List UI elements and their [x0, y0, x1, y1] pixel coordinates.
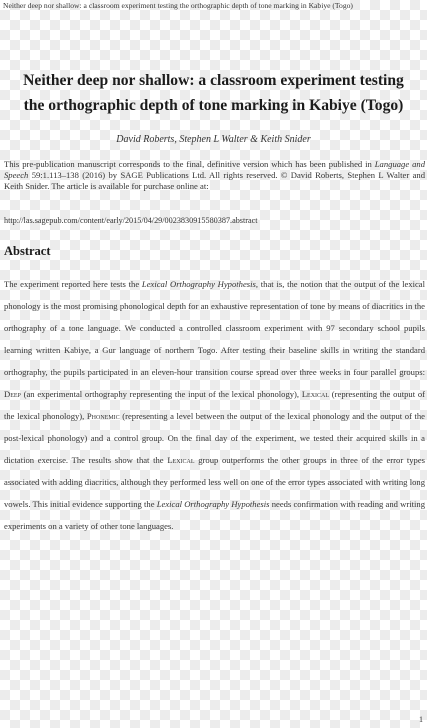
publication-note — [4, 159, 425, 191]
article-url: http://las.sagepub.com/content/early/2015/04/29/0023830915580387.abstract — [4, 216, 258, 225]
abstract-text: group outperforms the other groups in three of the error types associated with adding diacritics, although they performed less well on one of the error types associated with writing long vowels. This initial evidence supporting the — [4, 455, 426, 509]
running-header: Neither deep nor shallow: a classroom experiment testing the orthographic depth of tone marking in Kabiye (Togo) — [3, 1, 353, 10]
paper-title-line-1: Neither deep nor shallow: a classroom experiment testing — [23, 72, 404, 89]
paper-title — [0, 68, 427, 118]
group-name-deep: Deep — [4, 389, 21, 399]
section-heading: Abstract — [4, 244, 51, 258]
note-text-1: This pre-publication manuscript corresponds to the final, definitive version which has been published in — [4, 159, 375, 169]
note-text-2: 59:1.113–138 (2016) by SAGE Publications Ltd. All rights reserved. © David Roberts, Stephen L Walter and Keith Snider. The article is available for purchase online at: — [4, 169, 425, 191]
page-number: 1 — [419, 715, 423, 724]
abstract-text: , that is, the notion that the output of the lexical phonology is the most promising phonological depth for an exhaustive representation of tone by means of diacritics in the orthography of a tone language. We conducted a controlled classroom experiment with 97 secondary school pupils learning written Kabiye, a Gur language of northern Togo. After testing their baseline skills in writing the standard orthography, the pupils participated in an eleven-hour transition course spread over three weeks in four parallel groups: — [4, 279, 425, 377]
hypothesis-term: Lexical Orthography Hypothesis — [141, 279, 256, 289]
journal-name: Language and Speech — [4, 159, 425, 180]
abstract-text: (representing the output of the lexical phonology), — [4, 389, 425, 421]
abstract-body — [4, 273, 425, 537]
abstract-text: The experiment reported here tests the — [4, 279, 142, 289]
abstract-text: (representing a level between the output of the lexical phonology and the output of the post-lexical phonology) and a control group. On the final day of the experiment, we tested their acquired skills in a dictation exercise. The results show that the — [4, 411, 425, 465]
group-name-phonemic: Phonemic — [86, 411, 120, 421]
abstract-text: needs confirmation with reading and writing experiments on a variety of other tone languages. — [4, 499, 425, 531]
paper-title-line-2: the orthographic depth of tone marking in Kabiye (Togo) — [23, 97, 404, 114]
hypothesis-term: Lexical Orthography Hypothesis — [156, 499, 270, 509]
group-name-lexical: Lexical — [301, 389, 330, 399]
abstract-text: (an experimental orthography representing the input of the lexical phonology), — [20, 389, 302, 399]
author-list: David Roberts, Stephen L Walter & Keith Snider — [116, 134, 311, 145]
group-name-lexical: Lexical — [167, 455, 195, 465]
